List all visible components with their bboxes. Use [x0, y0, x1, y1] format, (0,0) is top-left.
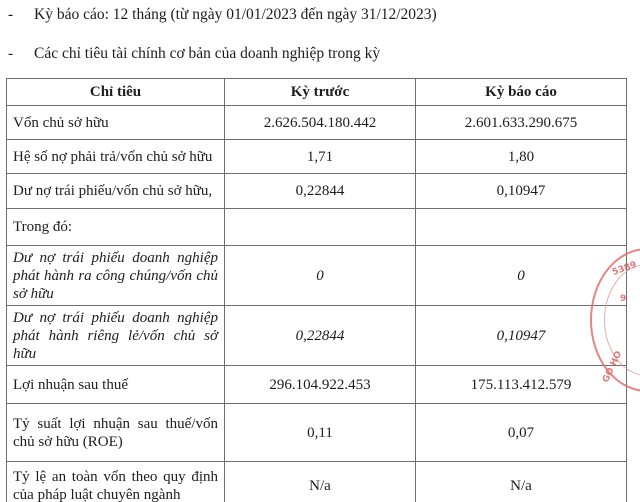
row-label: Tỷ lệ an toàn vốn theo quy định của pháp luật chuyên ngành [7, 462, 225, 502]
previous-value: 296.104.922.453 [225, 366, 416, 404]
table-row [7, 174, 627, 209]
row-label: Lợi nhuận sau thuế [7, 366, 225, 404]
table-header-row [7, 79, 627, 106]
bullet-dash: - [8, 6, 14, 23]
table-row [7, 404, 627, 462]
table-row [7, 306, 627, 366]
table-row [7, 366, 627, 404]
table-row [7, 246, 627, 306]
section-heading-text: Các chỉ tiêu tài chính cơ bản của doanh nghiệp trong kỳ [34, 45, 381, 62]
current-value: N/a [416, 462, 627, 502]
previous-value [225, 209, 416, 246]
previous-value: 0,11 [225, 404, 416, 462]
previous-value: 0,22844 [225, 306, 416, 366]
table-row [7, 106, 627, 140]
section-heading-line [8, 45, 380, 63]
current-value: 175.113.412.579 [416, 366, 627, 404]
current-value: 2.601.633.290.675 [416, 106, 627, 140]
current-value: 0,07 [416, 404, 627, 462]
stamp-text-fragment: 9 [620, 294, 627, 304]
current-value: 0 [416, 246, 627, 306]
header-indicator: Chỉ tiêu [7, 79, 225, 106]
financial-indicators-table [6, 78, 627, 502]
previous-value: 0,22844 [225, 174, 416, 209]
current-value [416, 209, 627, 246]
header-reporting-period: Kỳ báo cáo [416, 79, 627, 106]
current-value: 0,10947 [416, 306, 627, 366]
row-label: Hệ số nợ phải trả/vốn chủ sở hữu [7, 140, 225, 174]
row-label: Dư nợ trái phiếu/vốn chủ sở hữu, [7, 174, 225, 209]
row-label: Dư nợ trái phiếu doanh nghiệp phát hành riêng lẻ/vốn chủ sở hữu [7, 306, 225, 366]
previous-value: 0 [225, 246, 416, 306]
row-label: Vốn chủ sở hữu [7, 106, 225, 140]
current-value: 1,80 [416, 140, 627, 174]
bullet-dash: - [8, 45, 14, 62]
row-label: Tỷ suất lợi nhuận sau thuế/vốn chủ sở hữu (ROE) [7, 404, 225, 462]
previous-value: 2.626.504.180.442 [225, 106, 416, 140]
report-period-line [8, 6, 437, 24]
row-label: Trong đó: [7, 209, 225, 246]
previous-value: 1,71 [225, 140, 416, 174]
report-period-text: Kỳ báo cáo: 12 tháng (từ ngày 01/01/2023 đến ngày 31/12/2023) [34, 6, 437, 23]
table-row [7, 140, 627, 174]
table-row [7, 462, 627, 502]
current-value: 0,10947 [416, 174, 627, 209]
header-previous-period: Kỳ trước [225, 79, 416, 106]
table-row [7, 209, 627, 246]
row-label: Dư nợ trái phiếu doanh nghiệp phát hành ra công chúng/vốn chủ sở hữu [7, 246, 225, 306]
stamp-text-fragment: GO HO [601, 349, 625, 385]
previous-value: N/a [225, 462, 416, 502]
stamp-text-fragment: 5389 [611, 260, 639, 278]
